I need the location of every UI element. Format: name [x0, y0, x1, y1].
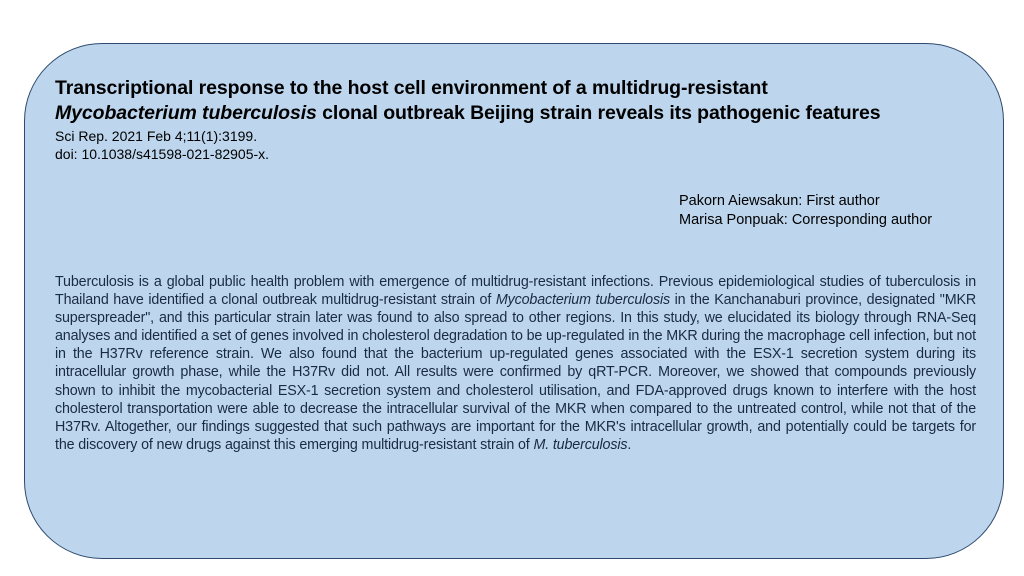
journal-reference: Sci Rep. 2021 Feb 4;11(1):3199. [55, 128, 258, 144]
title-line-1: Transcriptional response to the host cell environment of a multidrug-resistant [55, 77, 768, 99]
paper-title [55, 76, 975, 126]
corresponding-author: Marisa Ponpuak: Corresponding author [679, 212, 933, 228]
abstract-part-2: in the Kanchanaburi province, designated "MKR superspreader", and this particular strain later was found to also spread to other regions. In this study, we elucidated its biology through RNA-Seq analyses and identified a set of genes involved in cholesterol degradation to be up-regulated in the MKR during the macrophage cell infection, but not in the H37Rv reference strain. We also found that the bacterium up-regulated genes associated with the ESX-1 secretion system during its intracellular growth phase, while the H37Rv did not. All results were confirmed by qRT-PCR. Moreover, we showed that compounds previously shown to inhibit the mycobacterial ESX-1 secretion system and cholesterol utilisation, and FDA-approved drugs known to interfere with the host cholesterol transportation were able to decrease the intracellular survival of the MKR when compared to the untreated control, while not that of the H37Rv. Altogether, our findings suggested that such pathways are important for the MKR's intracellular growth, and potentially could be targets for the discovery of new drugs against this emerging multidrug-resistant strain of [55, 292, 977, 453]
abstract-species-name: Mycobacterium tuberculosis [495, 292, 670, 309]
title-line-2 [55, 101, 975, 126]
doi-reference: doi: 10.1038/s41598-021-82905-x. [55, 146, 270, 162]
first-author: Pakorn Aiewsakun: First author [679, 193, 880, 209]
abstract-part-1: Tuberculosis is a global public health problem with emergence of multidrug-resistant infections. Previous epidemiological studies of tuberculosis in Thailand have identified a clonal outbreak multidrug-resistant strain of [55, 274, 976, 309]
title-species-name: Mycobacterium tuberculosis [55, 102, 317, 124]
abstract-part-3: . [627, 436, 632, 453]
title-line-2-rest: clonal outbreak Beijing strain reveals its pathogenic features [316, 102, 881, 124]
abstract-text [55, 273, 976, 454]
citation-block [55, 127, 269, 163]
authors-block [679, 192, 932, 230]
abstract-species-short: M. tuberculosis [533, 436, 628, 453]
